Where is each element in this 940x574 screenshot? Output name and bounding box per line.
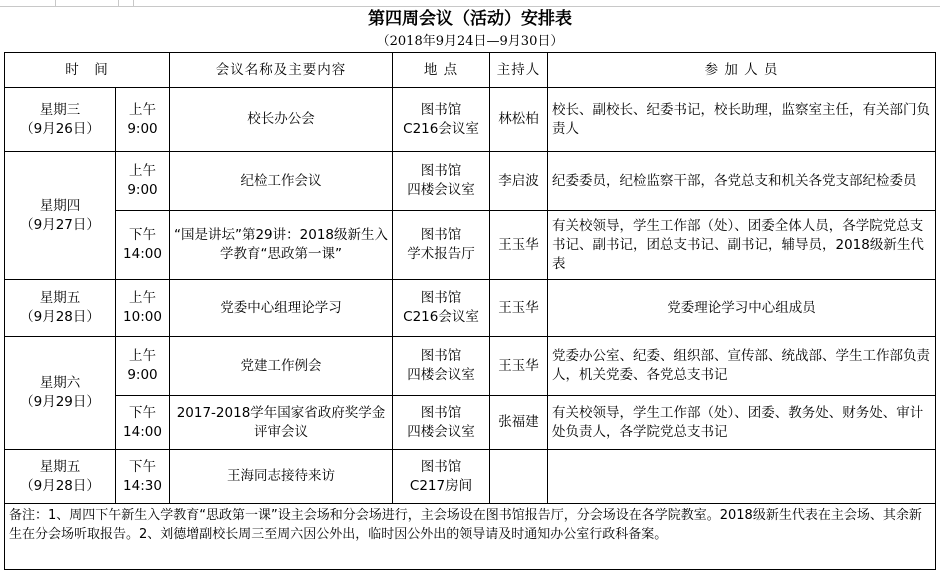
note-row xyxy=(5,504,936,570)
time-cell xyxy=(116,337,170,396)
content-cell: 党建工作例会 xyxy=(170,337,393,396)
location-room: C217房间 xyxy=(409,477,473,494)
location-room: C216会议室 xyxy=(403,309,479,325)
table-row xyxy=(5,88,936,152)
day-cell xyxy=(5,152,116,280)
table-row xyxy=(5,337,936,396)
location-cell xyxy=(393,280,490,337)
day-cell xyxy=(5,337,116,450)
time-cell xyxy=(116,450,170,504)
table-row xyxy=(5,280,936,337)
table-row xyxy=(5,152,936,211)
day-cell xyxy=(5,450,116,504)
participants-cell: 纪委委员，纪检监察干部，各党总支和机关各党支部纪检委员 xyxy=(548,152,936,211)
location-cell xyxy=(393,152,490,211)
table-row xyxy=(5,396,936,450)
participants-cell: 党委办公室、纪委、组织部、宣传部、统战部、学生工作部负责人，机关党委、各党总支书记 xyxy=(548,337,936,396)
header-host: 主持人 xyxy=(490,53,548,88)
time-cell xyxy=(116,211,170,280)
table-row xyxy=(5,211,936,280)
day-date: （9月28日） xyxy=(20,477,100,494)
location-cell xyxy=(393,337,490,396)
location-cell xyxy=(393,450,490,504)
location-building: 图书馆 xyxy=(420,404,462,421)
content-cell: 党委中心组理论学习 xyxy=(170,280,393,337)
content-cell: 2017-2018学年国家省政府奖学金评审会议 xyxy=(170,396,393,450)
location-cell xyxy=(393,88,490,152)
day-cell xyxy=(5,88,116,152)
day-cell xyxy=(5,280,116,337)
location-building: 图书馆 xyxy=(420,163,462,179)
schedule-table xyxy=(4,52,936,570)
participants-cell xyxy=(548,450,936,504)
day-name: 星期四 xyxy=(39,197,81,214)
header-row xyxy=(5,53,936,88)
time-cell xyxy=(116,152,170,211)
note-text: 备注：1、周四下午新生入学教育“思政第一课”设主会场和分会场进行，主会场设在图书馆报告厅，分会场设在各学院教室。2018级新生代表在主会场、其余新生在分会场听取报告。2、刘德增副校长周三至周六因公外出，临时因公外出的领导请及时通知办公室行政科备案。 xyxy=(5,504,936,570)
location-building: 图书馆 xyxy=(420,290,462,306)
participants-cell: 有关校领导，学生工作部（处）、团委全体人员，各学院党总支书记、副书记，团总支书记、副书记，辅导员，2018级新生代表 xyxy=(548,211,936,280)
day-date: （9月28日） xyxy=(20,309,100,325)
day-name: 星期五 xyxy=(39,290,81,306)
location-cell xyxy=(393,396,490,450)
header-content: 会议名称及主要内容 xyxy=(170,53,393,88)
host-cell: 李启波 xyxy=(490,152,548,211)
content-cell: “国是讲坛”第29讲：2018级新生入学教育“思政第一课” xyxy=(170,211,393,280)
time-cell xyxy=(116,88,170,152)
location-building: 图书馆 xyxy=(420,348,462,364)
time-period: 下午 xyxy=(129,404,156,421)
time-period: 上午 xyxy=(129,101,156,118)
table-row xyxy=(5,450,936,504)
time-cell xyxy=(116,280,170,337)
header-time: 时 间 xyxy=(5,53,170,88)
time-clock: 9:00 xyxy=(127,367,158,383)
day-name: 星期五 xyxy=(39,458,81,475)
time-period: 上午 xyxy=(129,163,156,179)
content-cell: 纪检工作会议 xyxy=(170,152,393,211)
time-period: 上午 xyxy=(129,348,156,364)
time-clock: 9:00 xyxy=(127,120,158,137)
location-room: 学术报告厅 xyxy=(407,246,475,262)
header-location: 地 点 xyxy=(393,53,490,88)
time-clock: 10:00 xyxy=(123,309,162,325)
time-clock: 14:00 xyxy=(123,246,162,262)
host-cell xyxy=(490,450,548,504)
location-building: 图书馆 xyxy=(420,101,462,118)
date-range: （2018年9月24日—9月30日） xyxy=(376,34,564,49)
participants-cell: 校长、副校长、纪委书记，校长助理，监察室主任，有关部门负责人 xyxy=(548,88,936,152)
time-cell xyxy=(116,396,170,450)
participants-cell: 党委理论学习中心组成员 xyxy=(548,280,936,337)
location-room: 四楼会议室 xyxy=(407,182,475,198)
location-building: 图书馆 xyxy=(420,458,462,475)
host-cell: 王玉华 xyxy=(490,337,548,396)
time-period: 下午 xyxy=(129,227,156,243)
location-room: 四楼会议室 xyxy=(407,423,475,440)
host-cell: 王玉华 xyxy=(490,280,548,337)
host-cell: 林松柏 xyxy=(490,88,548,152)
page-title: 第四周会议（活动）安排表 xyxy=(368,9,572,29)
time-period: 下午 xyxy=(129,458,156,475)
location-cell xyxy=(393,211,490,280)
host-cell: 张福建 xyxy=(490,396,548,450)
day-date: （9月27日） xyxy=(20,216,100,233)
time-period: 上午 xyxy=(129,290,156,306)
location-room: 四楼会议室 xyxy=(407,367,475,383)
participants-cell: 有关校领导，学生工作部（处）、团委、教务处、财务处、审计处负责人，各学院党总支书记 xyxy=(548,396,936,450)
time-clock: 14:00 xyxy=(123,423,162,440)
time-clock: 9:00 xyxy=(127,182,158,198)
content-cell: 王海同志接待来访 xyxy=(170,450,393,504)
day-name: 星期六 xyxy=(39,375,81,391)
location-room: C216会议室 xyxy=(403,120,479,137)
location-building: 图书馆 xyxy=(420,227,462,243)
day-date: （9月29日） xyxy=(20,394,100,410)
header-participants: 参 加 人 员 xyxy=(548,53,936,88)
host-cell: 王玉华 xyxy=(490,211,548,280)
day-name: 星期三 xyxy=(39,101,81,118)
time-clock: 14:30 xyxy=(123,477,162,494)
content-cell: 校长办公会 xyxy=(170,88,393,152)
day-date: （9月26日） xyxy=(20,120,100,137)
